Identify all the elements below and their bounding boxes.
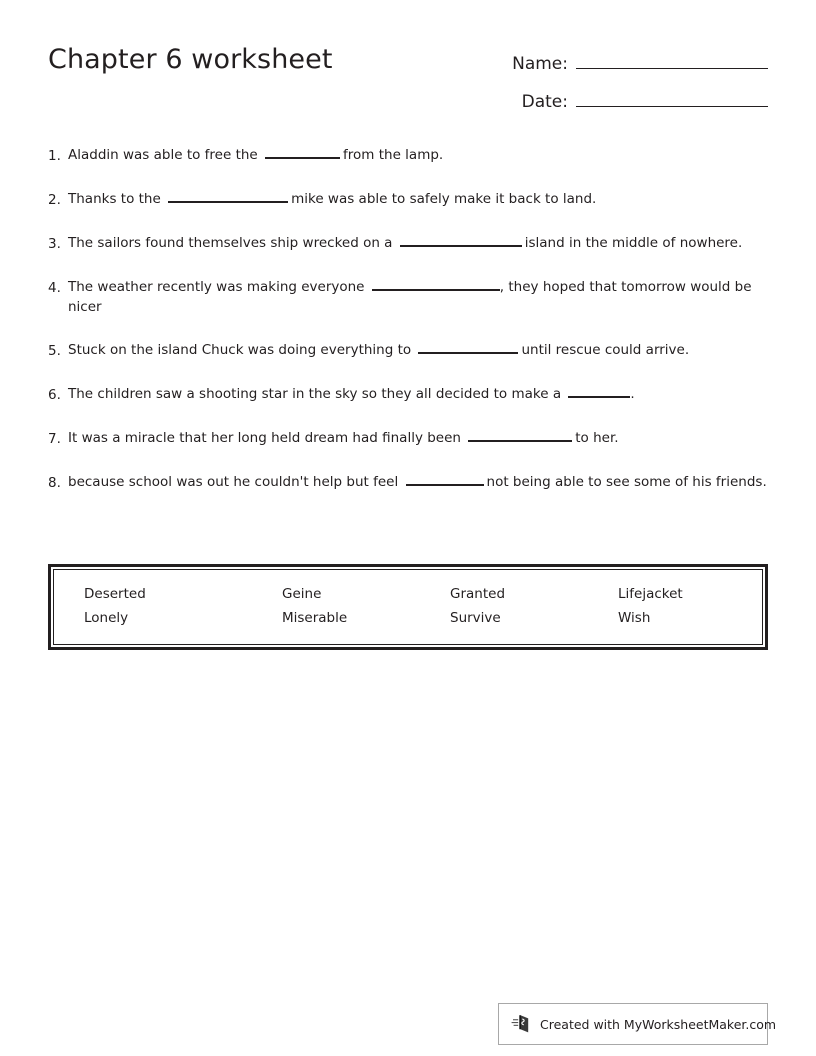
question-text-after: . <box>630 385 635 402</box>
word-bank-row <box>54 606 762 630</box>
question-list <box>48 146 770 517</box>
question-text-before: The children saw a shooting star in the sky so they all decided to make a <box>68 385 562 402</box>
question-text-before: The sailors found themselves ship wrecked on a <box>68 235 393 252</box>
question-number: 1. <box>48 148 61 164</box>
question-text-before: Stuck on the island Chuck was doing everything to <box>68 341 412 358</box>
name-field-label: Name: <box>512 54 568 74</box>
footer-attribution-badge[interactable] <box>498 1003 777 1045</box>
question-item <box>48 473 770 493</box>
answer-blank[interactable] <box>265 146 340 159</box>
question-text-after: not being able to see some of his friends. <box>486 474 767 491</box>
word-bank-word[interactable]: Survive <box>450 610 501 626</box>
word-bank-row <box>54 582 762 606</box>
date-field-row <box>496 86 768 124</box>
question-number: 3. <box>48 236 61 253</box>
question-text <box>68 278 770 316</box>
question-text <box>68 190 770 209</box>
question-text-after: island in the middle of nowhere. <box>524 235 743 252</box>
question-item <box>48 278 770 316</box>
question-number: 2. <box>48 192 61 209</box>
question-item <box>48 234 770 254</box>
name-field-input[interactable] <box>576 48 768 69</box>
word-bank-word[interactable]: Wish <box>618 610 651 626</box>
answer-blank[interactable] <box>406 473 484 486</box>
answer-blank[interactable] <box>372 278 500 291</box>
question-text <box>68 341 770 360</box>
word-bank-word[interactable]: Granted <box>450 586 506 602</box>
answer-blank[interactable] <box>400 234 522 247</box>
date-field-label: Date: <box>521 92 568 112</box>
question-text <box>68 385 770 404</box>
question-number: 8. <box>48 475 61 492</box>
question-item <box>48 341 770 361</box>
answer-blank[interactable] <box>468 429 572 442</box>
name-field-row <box>496 48 768 86</box>
footer-attribution-text: Created with MyWorksheetMaker.com <box>540 1016 777 1032</box>
question-number: 5. <box>48 342 61 359</box>
question-text-after: until rescue could arrive. <box>521 341 690 358</box>
question-text-before: Aladdin was able to free the <box>68 147 258 163</box>
question-text-before: The weather recently was making everyone <box>68 279 365 296</box>
word-bank-word[interactable]: Lonely <box>84 610 129 626</box>
question-text <box>68 473 770 492</box>
question-text-after: mike was able to safely make it back to land. <box>291 191 597 208</box>
question-number: 7. <box>48 431 61 448</box>
question-text-after: , they hoped that tomorrow would be nicer <box>68 279 752 315</box>
date-field-input[interactable] <box>576 86 768 107</box>
student-info-fields <box>496 48 768 124</box>
question-item <box>48 190 770 210</box>
question-item <box>48 429 770 449</box>
question-text <box>68 234 770 253</box>
question-text-after: from the lamp. <box>343 147 444 163</box>
question-item <box>48 385 770 405</box>
word-bank-word[interactable]: Geine <box>282 586 322 602</box>
answer-blank[interactable] <box>418 341 518 354</box>
question-text-before: It was a miracle that her long held dream had finally been <box>68 430 461 447</box>
answer-blank[interactable] <box>168 190 288 203</box>
question-item <box>48 146 770 166</box>
question-text <box>68 429 770 448</box>
worksheet-header <box>48 44 768 124</box>
answer-blank[interactable] <box>568 385 630 398</box>
myworksheetmaker-logo-icon <box>511 1013 533 1035</box>
word-bank-word[interactable]: Deserted <box>84 586 146 602</box>
question-text-before: Thanks to the <box>68 191 161 208</box>
question-text-after: to her. <box>575 430 619 447</box>
word-bank-word[interactable]: Lifejacket <box>618 586 683 602</box>
page-title: Chapter 6 worksheet <box>48 44 333 75</box>
question-number: 6. <box>48 386 61 403</box>
question-text-before: because school was out he couldn't help but feel <box>68 474 399 491</box>
word-bank <box>48 564 768 650</box>
question-text <box>68 146 770 165</box>
word-bank-inner <box>53 569 763 645</box>
question-number: 4. <box>48 280 61 297</box>
word-bank-word[interactable]: Miserable <box>282 610 348 626</box>
